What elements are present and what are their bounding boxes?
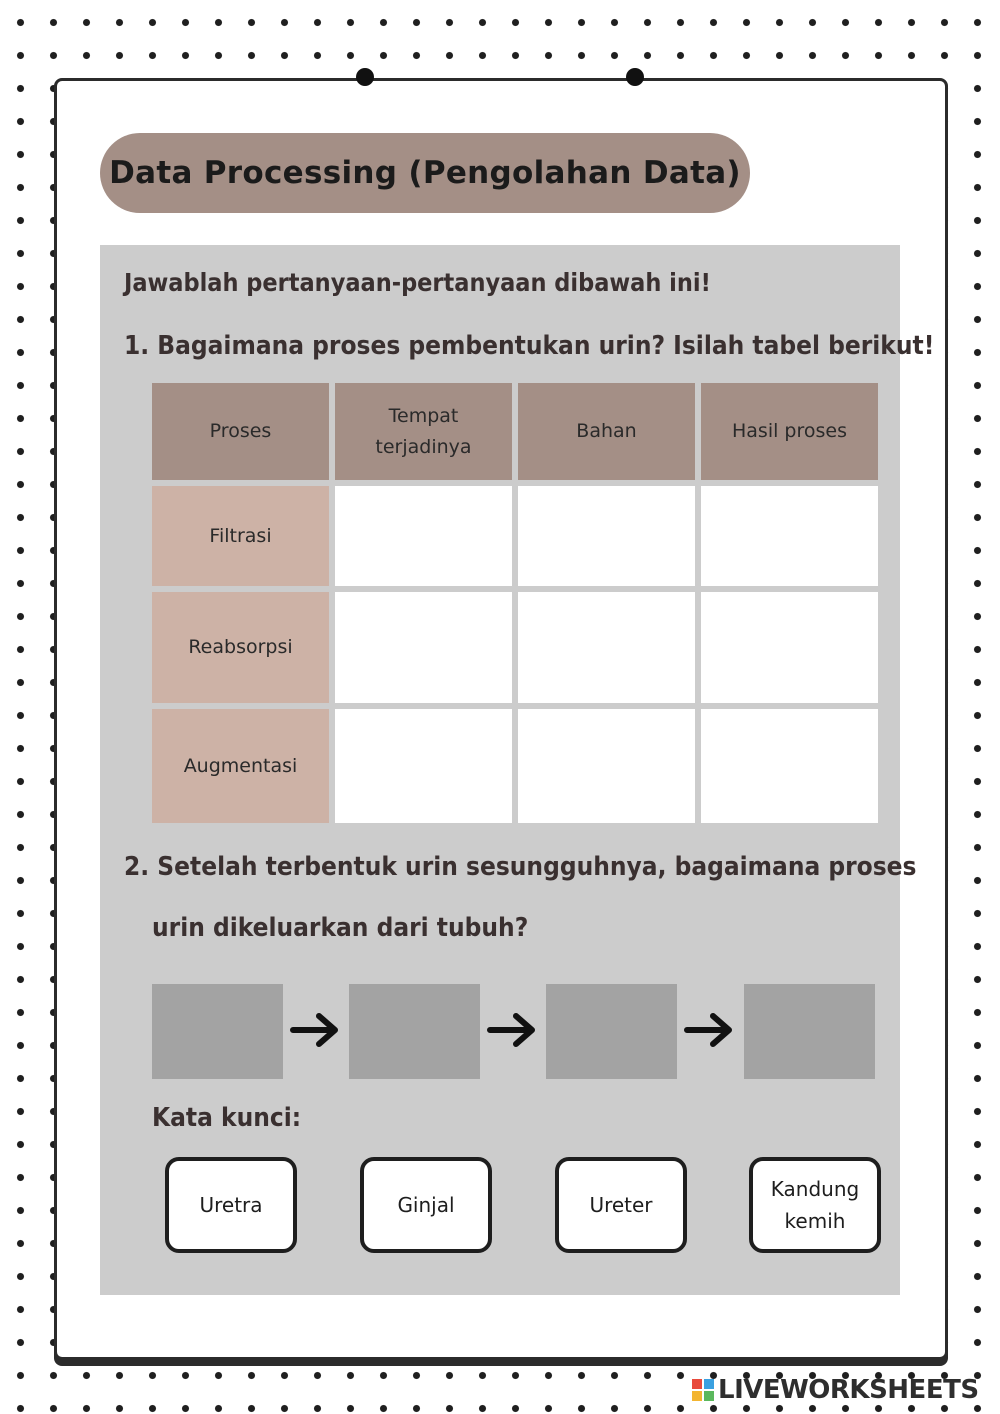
- table-row-filtrasi: [152, 486, 329, 586]
- table-header-label: Bahan: [576, 420, 637, 443]
- urine-formation-table: [152, 383, 879, 823]
- table-header-label: Proses: [209, 420, 272, 443]
- table-row-augmentasi: [152, 709, 329, 823]
- answer-augmentasi-bahan[interactable]: [518, 709, 695, 823]
- keyword-uretra[interactable]: [165, 1157, 297, 1253]
- answer-reabsorpsi-hasil[interactable]: [701, 592, 878, 703]
- keyword-label: Ureter: [589, 1193, 653, 1217]
- table-header-bahan: [518, 383, 695, 480]
- page-title: Data Processing (Pengolahan Data): [100, 133, 750, 213]
- brand-watermark: [692, 1375, 979, 1405]
- binder-ring-right: [626, 68, 644, 86]
- table-row-reabsorpsi: [152, 592, 329, 703]
- keyword-ureter[interactable]: [555, 1157, 687, 1253]
- instruction-text: Jawablah pertanyaan-pertanyaan dibawah ini!: [124, 268, 711, 297]
- arrow-right-icon: [683, 1010, 735, 1050]
- table-header-proses: [152, 383, 329, 480]
- row-label: Filtrasi: [209, 524, 272, 547]
- keyword-label: Kandung kemih: [770, 1177, 860, 1233]
- table-header-label: Tempat terjadinya: [375, 405, 472, 458]
- table-header-hasil: [701, 383, 878, 480]
- question-2-line-2: urin dikeluarkan dari tubuh?: [152, 913, 529, 943]
- arrow-right-icon: [289, 1010, 341, 1050]
- answer-augmentasi-hasil[interactable]: [701, 709, 878, 823]
- answer-filtrasi-bahan[interactable]: [518, 486, 695, 586]
- flow-drop-box-4[interactable]: [744, 984, 875, 1079]
- keyword-ginjal[interactable]: [360, 1157, 492, 1253]
- keyword-label: Uretra: [199, 1193, 263, 1217]
- liveworksheets-logo-icon: [692, 1379, 714, 1401]
- flow-drop-box-1[interactable]: [152, 984, 283, 1079]
- question-1: 1. Bagaimana proses pembentukan urin? Isilah tabel berikut!: [124, 331, 935, 361]
- arrow-right-icon: [486, 1010, 538, 1050]
- keyword-label: Ginjal: [397, 1193, 455, 1217]
- keyword-kandung-kemih[interactable]: [749, 1157, 881, 1253]
- question-2-line-1: 2. Setelah terbentuk urin sesungguhnya, bagaimana proses: [124, 852, 917, 882]
- binder-ring-left: [356, 68, 374, 86]
- keywords-label: Kata kunci:: [152, 1103, 302, 1133]
- answer-reabsorpsi-tempat[interactable]: [335, 592, 512, 703]
- row-label: Reabsorpsi: [188, 636, 293, 659]
- answer-augmentasi-tempat[interactable]: [335, 709, 512, 823]
- answer-filtrasi-tempat[interactable]: [335, 486, 512, 586]
- row-label: Augmentasi: [183, 754, 298, 777]
- brand-name: LIVEWORKSHEETS: [718, 1375, 979, 1405]
- flow-drop-box-3[interactable]: [546, 984, 677, 1079]
- answer-filtrasi-hasil[interactable]: [701, 486, 878, 586]
- flow-drop-box-2[interactable]: [349, 984, 480, 1079]
- table-header-tempat: [335, 383, 512, 480]
- answer-reabsorpsi-bahan[interactable]: [518, 592, 695, 703]
- table-header-label: Hasil proses: [732, 420, 847, 443]
